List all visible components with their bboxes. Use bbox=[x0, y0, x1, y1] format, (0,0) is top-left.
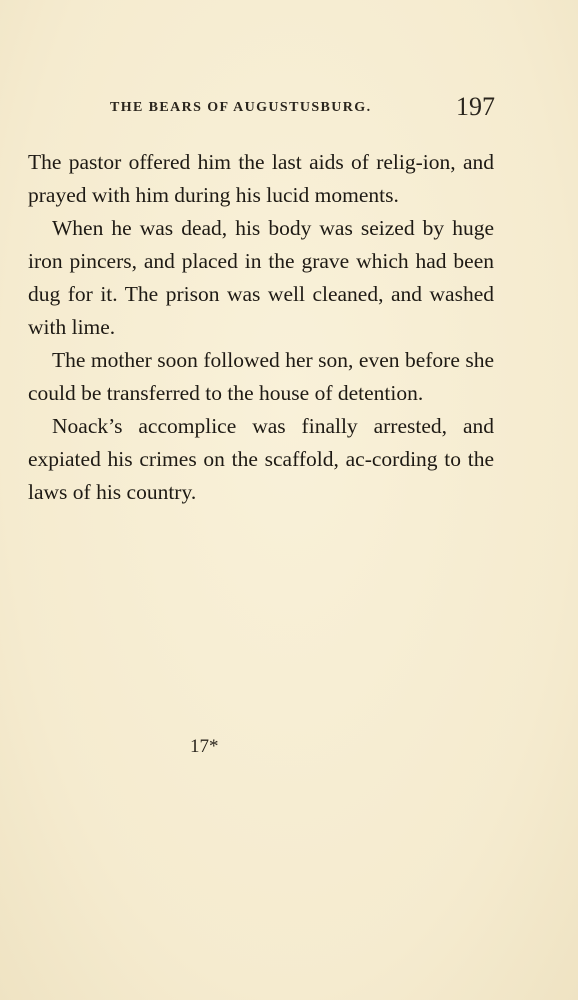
running-title: THE BEARS OF AUGUSTUSBURG. bbox=[110, 100, 372, 115]
paragraph-2: When he was dead, his body was seized by huge iron pincers, and placed in the grave which had been dug for it. The prison was well cleaned, and washed with lime. bbox=[28, 216, 494, 339]
body-text bbox=[28, 146, 494, 509]
page-number: 197 bbox=[456, 92, 495, 121]
running-head bbox=[0, 92, 578, 121]
paragraph-3: The mother soon followed her son, even before she could be transferred to the house of detention. bbox=[28, 348, 494, 405]
paragraph-4: Noack’s accomplice was finally arrested, and expiated his crimes on the scaffold, ac-cording to the laws of his country. bbox=[28, 414, 494, 504]
signature-mark: 17* bbox=[190, 736, 219, 757]
paragraph-1: The pastor offered him the last aids of relig-ion, and prayed with him during his lucid moments. bbox=[28, 150, 494, 207]
